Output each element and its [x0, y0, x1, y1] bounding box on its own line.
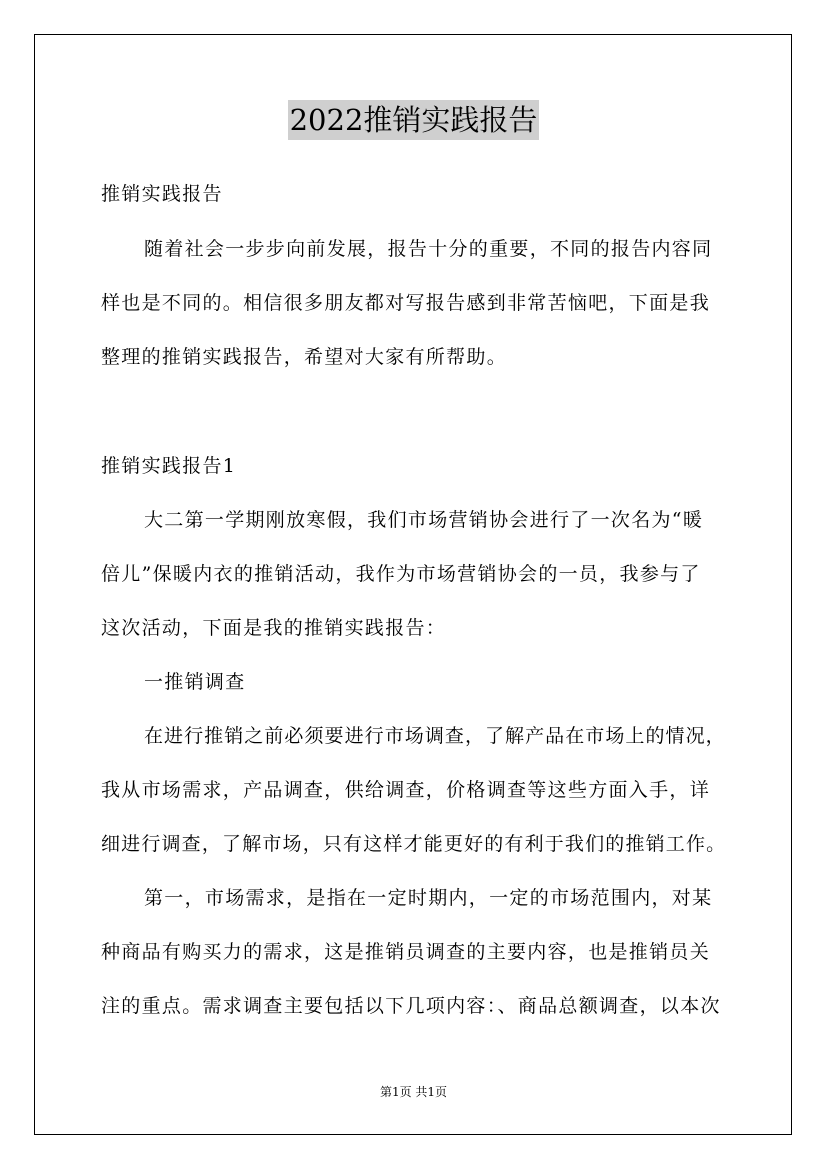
section-heading: 推销实践报告1	[101, 455, 237, 477]
document-title: 2022推销实践报告	[288, 100, 540, 140]
paragraph-line: 整理的推销实践报告，希望对大家有所帮助。	[101, 346, 508, 368]
title-container	[0, 100, 827, 140]
paragraph-line: 第一，市场需求，是指在一定时期内，一定的市场范围内，对某	[144, 887, 713, 909]
paragraph-line: 细进行调查，了解市场，只有这样才能更好的有利于我们的推销工作。	[101, 833, 727, 855]
paragraph-line: 随着社会一步步向前发展，报告十分的重要，不同的报告内容同	[144, 238, 713, 260]
page-footer: 第1页 共1页	[379, 1085, 448, 1099]
subsection-heading: 一推销调查	[144, 671, 246, 693]
section-heading: 推销实践报告	[101, 183, 223, 205]
paragraph-line: 在进行推销之前必须要进行市场调查，了解产品在市场上的情况，	[144, 725, 726, 747]
paragraph-line: 种商品有购买力的需求，这是推销员调查的主要内容，也是推销员关	[101, 941, 711, 963]
paragraph-line: 注的重点。需求调查主要包括以下几项内容：、商品总额调查，以本次	[101, 995, 721, 1017]
paragraph-line: 我从市场需求，产品调查，供给调查，价格调查等这些方面入手，详	[101, 779, 711, 801]
paragraph-line: 大二第一学期刚放寒假，我们市场营销协会进行了一次名为“暖	[144, 509, 704, 531]
paragraph-line: 样也是不同的。相信很多朋友都对写报告感到非常苦恼吧，下面是我	[101, 292, 711, 314]
paragraph-line: 这次活动，下面是我的推销实践报告：	[101, 617, 447, 639]
paragraph-line: 倍儿”保暖内衣的推销活动，我作为市场营销协会的一员，我参与了	[101, 563, 701, 585]
